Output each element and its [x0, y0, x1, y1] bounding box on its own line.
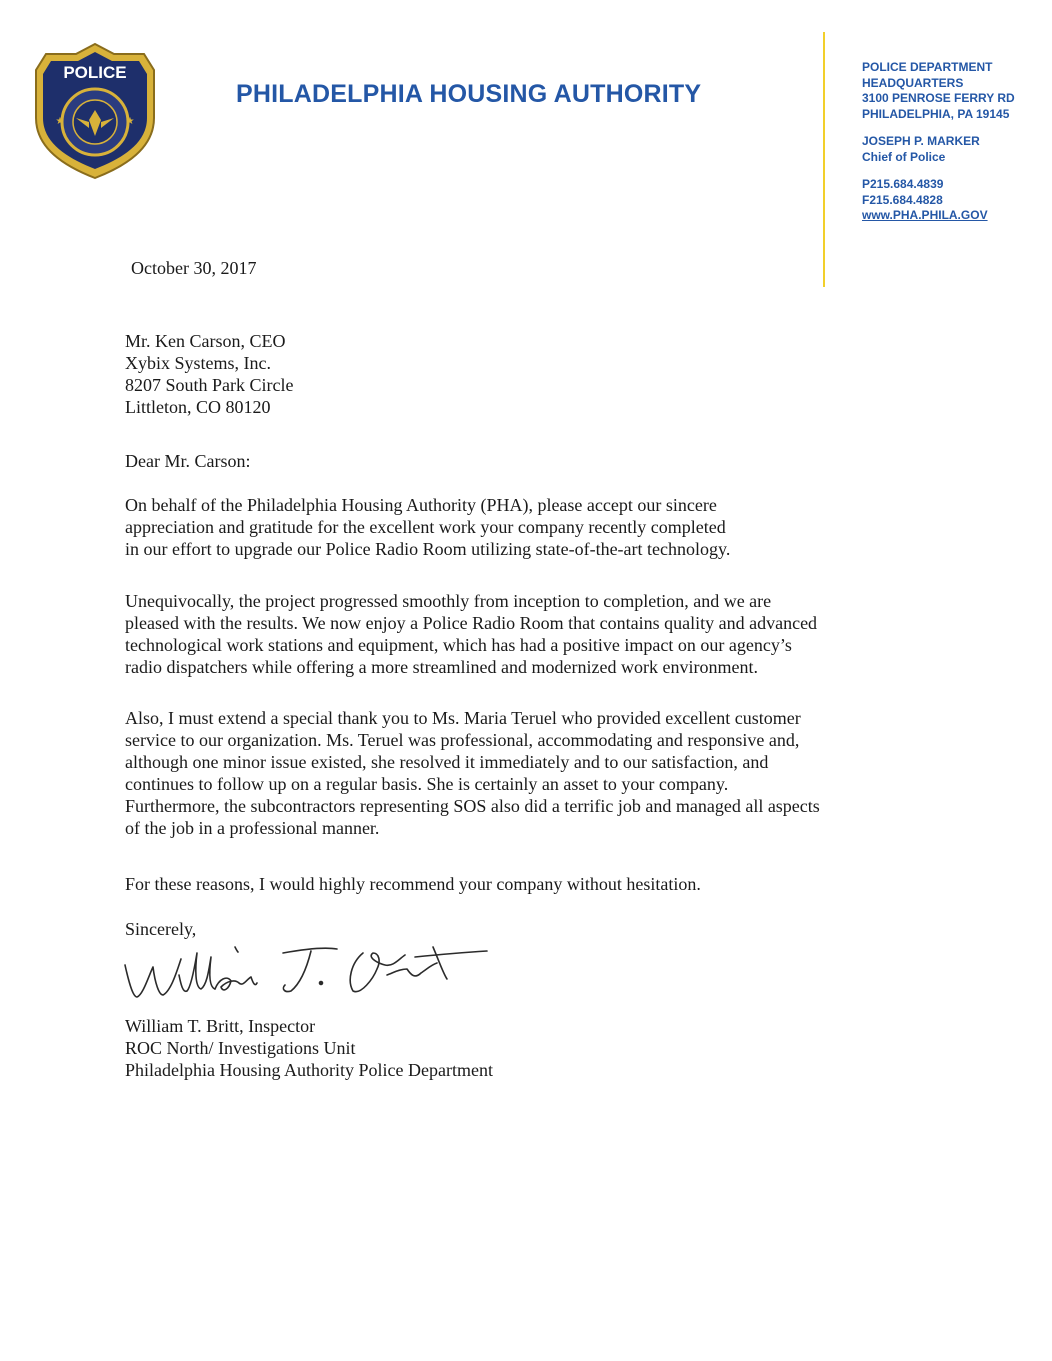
contact-dept: POLICE DEPARTMENT [862, 60, 993, 74]
salutation: Dear Mr. Carson: [125, 451, 251, 471]
svg-text:POLICE: POLICE [63, 63, 127, 82]
paragraph-line: although one minor issue existed, she resolved it immediately and to our satisfaction, and [125, 752, 769, 772]
recipient-line: 8207 South Park Circle [125, 375, 294, 395]
paragraph-line: pleased with the results. We now enjoy a Police Radio Room that contains quality and advanced [125, 613, 818, 633]
signer-unit: ROC North/ Investigations Unit [125, 1038, 356, 1058]
paragraph-line: technological work stations and equipment, which has had a positive impact on our agency’s [125, 635, 792, 655]
paragraph-line: Also, I must extend a special thank you to Ms. Maria Teruel who provided excellent customer [125, 708, 801, 728]
paragraph-line: continues to follow up on a regular basis. She is certainly an asset to your company. [125, 774, 729, 794]
recipient-address [125, 330, 294, 418]
handwritten-signature [115, 935, 495, 1010]
recipient-line: Xybix Systems, Inc. [125, 353, 271, 373]
header-divider [823, 32, 825, 287]
paragraph-line: appreciation and gratitude for the excellent work your company recently completed [125, 517, 726, 537]
paragraph-line: Furthermore, the subcontractors representing SOS also did a terrific job and managed all aspects [125, 796, 820, 816]
chief-name: JOSEPH P. MARKER [862, 134, 980, 148]
org-title: PHILADELPHIA HOUSING AUTHORITY [236, 80, 702, 108]
website-link[interactable]: www.PHA.PHILA.GOV [862, 208, 988, 222]
contact-street: 3100 PENROSE FERRY RD [862, 91, 1015, 105]
paragraph-line: service to our organization. Ms. Teruel was professional, accommodating and responsive and, [125, 730, 800, 750]
signer-block [125, 1015, 493, 1081]
paragraph-line: of the job in a professional manner. [125, 818, 380, 838]
svg-text:★: ★ [125, 116, 135, 127]
recipient-line: Littleton, CO 80120 [125, 397, 271, 417]
contact-block [862, 60, 1042, 224]
paragraph-1 [125, 494, 730, 560]
paragraph-line: On behalf of the Philadelphia Housing Authority (PHA), please accept our sincere [125, 495, 717, 515]
police-badge-logo [30, 40, 160, 180]
letter-date: October 30, 2017 [131, 258, 257, 278]
paragraph-line: in our effort to upgrade our Police Radio Room utilizing state-of-the-art technology. [125, 539, 731, 559]
paragraph-2 [125, 590, 817, 678]
chief-title: Chief of Police [862, 149, 946, 164]
closing: Sincerely, [125, 919, 197, 939]
signer-name: William T. Britt, Inspector [125, 1016, 316, 1036]
contact-city: PHILADELPHIA, PA 19145 [862, 106, 1010, 121]
contact-phone: P215.684.4839 [862, 177, 944, 191]
svg-text:★: ★ [55, 116, 65, 127]
recipient-line: Mr. Ken Carson, CEO [125, 331, 286, 351]
paragraph-line: Unequivocally, the project progressed smoothly from inception to completion, and we are [125, 591, 772, 611]
signer-org: Philadelphia Housing Authority Police Department [125, 1060, 493, 1080]
contact-fax: F215.684.4828 [862, 192, 943, 207]
paragraph-4: For these reasons, I would highly recommend your company without hesitation. [125, 874, 701, 894]
contact-hq: HEADQUARTERS [862, 75, 964, 90]
paragraph-3 [125, 707, 820, 839]
paragraph-line: radio dispatchers while offering a more streamlined and modernized work environment. [125, 657, 758, 677]
